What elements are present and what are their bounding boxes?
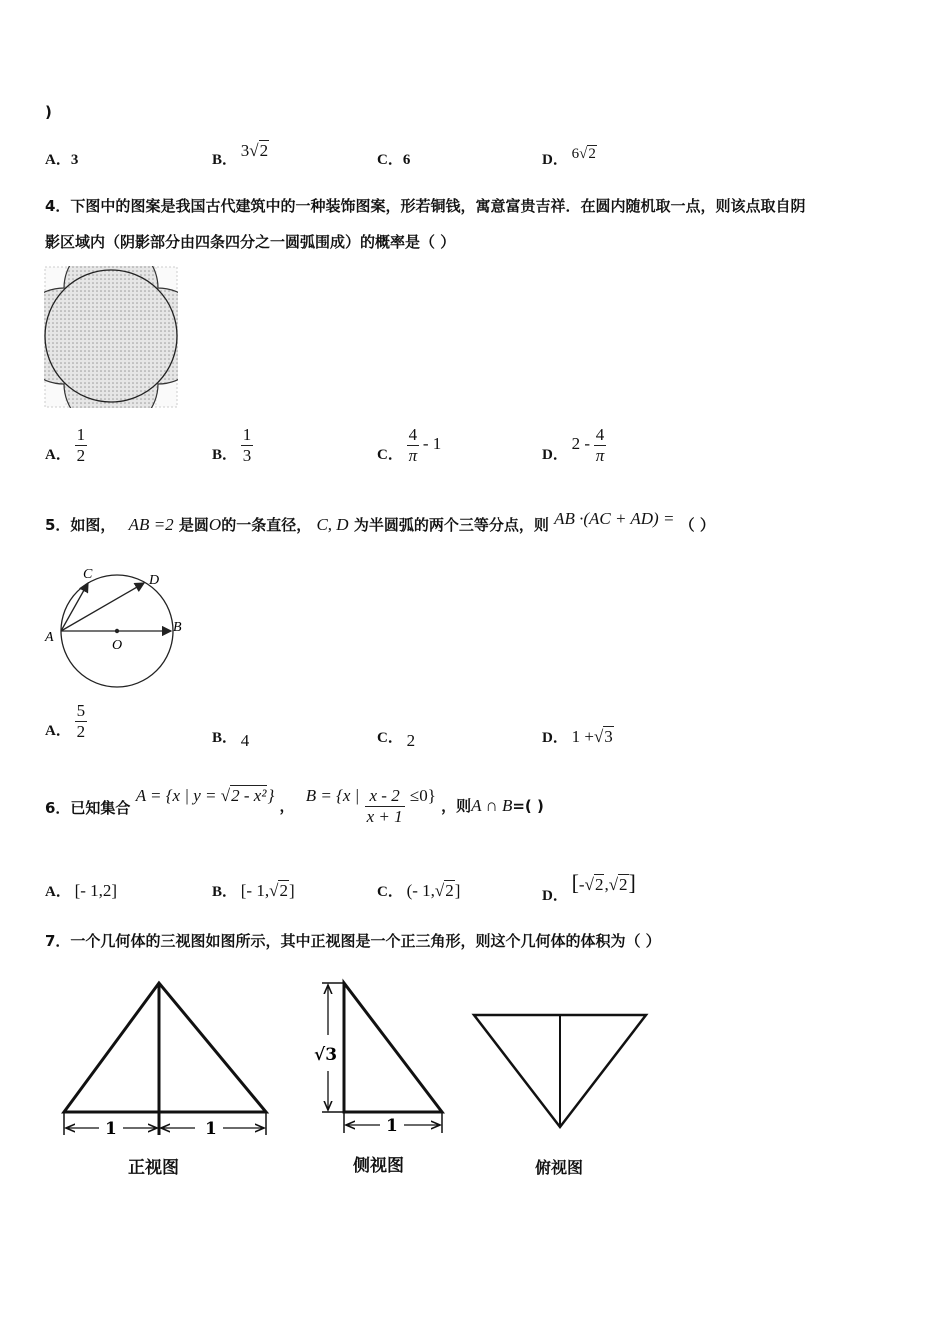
q4-option-c[interactable]: C． $\frac{4}{\pi}$ - 1: [377, 425, 442, 465]
q6-option-b[interactable]: B． [- 1,√2]: [212, 881, 295, 900]
q5-option-a[interactable]: A． $\frac{5}{2}$: [45, 701, 86, 741]
q3-tail: ): [45, 103, 52, 121]
q4-option-a[interactable]: A． $\frac{1}{2}$: [45, 425, 86, 465]
q4-option-d[interactable]: D． 2 - $\frac{4}{\pi}$: [542, 425, 605, 465]
q4-shaded-region: [44, 266, 178, 408]
q4-option-b[interactable]: B． $\frac{1}{3}$: [212, 425, 252, 465]
q3-option-c[interactable]: C．6: [377, 152, 411, 168]
q5-vector-ad: [61, 583, 144, 631]
q7-side-triangle: [344, 983, 442, 1112]
q5-label-o: O: [112, 638, 123, 653]
q4-coin-figure: [44, 266, 178, 408]
q7-front-view: [55, 975, 275, 1145]
q5-label-a: A: [45, 630, 54, 645]
q4-line1: 4．下图中的图案是我国古代建筑中的一种装饰图案，形若铜钱，寓意富贵吉祥．在圆内随机取一点，则该点取自阴: [45, 197, 806, 215]
q7-side-caption: 侧视图: [353, 1156, 404, 1176]
q7-top-view: [470, 1010, 650, 1135]
q7-front-caption: 正视图: [128, 1158, 179, 1178]
q7-side-dim: 1: [386, 1116, 398, 1136]
q3-option-d[interactable]: D． 6√2: [542, 146, 596, 168]
q7-front-triangle: [64, 983, 266, 1112]
q6-stem: 6．已知集合 A = {x | y = √2 - x²} ， B = {x | $\frac{x - 2}{x + 1}$ ≤0} ，则A ∩ B=( ): [45, 786, 544, 826]
q5-option-d[interactable]: D． 1 +√3: [542, 727, 613, 746]
q7-front-dim-left: 1: [105, 1119, 117, 1139]
q5-center-point: [115, 629, 119, 633]
q3-option-a[interactable]: A．3: [45, 152, 79, 168]
q7-side-dim-sqrt3: √3: [314, 1045, 338, 1065]
q5-stem: 5．如图， AB =2 是圆O的一条直径， C, D 为半圆弧的两个三等分点，则 AB ·(AC + AD) = （ ）: [45, 509, 715, 534]
q7-side-view: [310, 975, 455, 1140]
q5-option-c[interactable]: C． 2: [377, 730, 416, 750]
q5-label-b: B: [173, 620, 182, 635]
q4-line2: 影区域内（阴影部分由四条四分之一圆弧围成）的概率是（ ）: [45, 233, 456, 251]
q7-stem: 7．一个几何体的三视图如图所示，其中正视图是一个正三角形，则这个几何体的体积为（ ）: [45, 932, 661, 950]
q7-top-caption: 俯视图: [535, 1158, 584, 1177]
q5-option-b[interactable]: B． 4: [212, 730, 250, 750]
q7-front-dim-right: 1: [205, 1119, 217, 1139]
q3-option-b[interactable]: B． 3√2: [212, 141, 269, 168]
q6-option-c[interactable]: C． (- 1,√2]: [377, 881, 461, 900]
q5-label-c: C: [83, 567, 93, 582]
q5-circle-figure: [40, 560, 200, 695]
q6-option-a[interactable]: A． [- 1,2]: [45, 881, 118, 900]
q5-label-d: D: [149, 573, 160, 588]
q6-option-d[interactable]: D． [-√2,√2]: [542, 870, 636, 904]
